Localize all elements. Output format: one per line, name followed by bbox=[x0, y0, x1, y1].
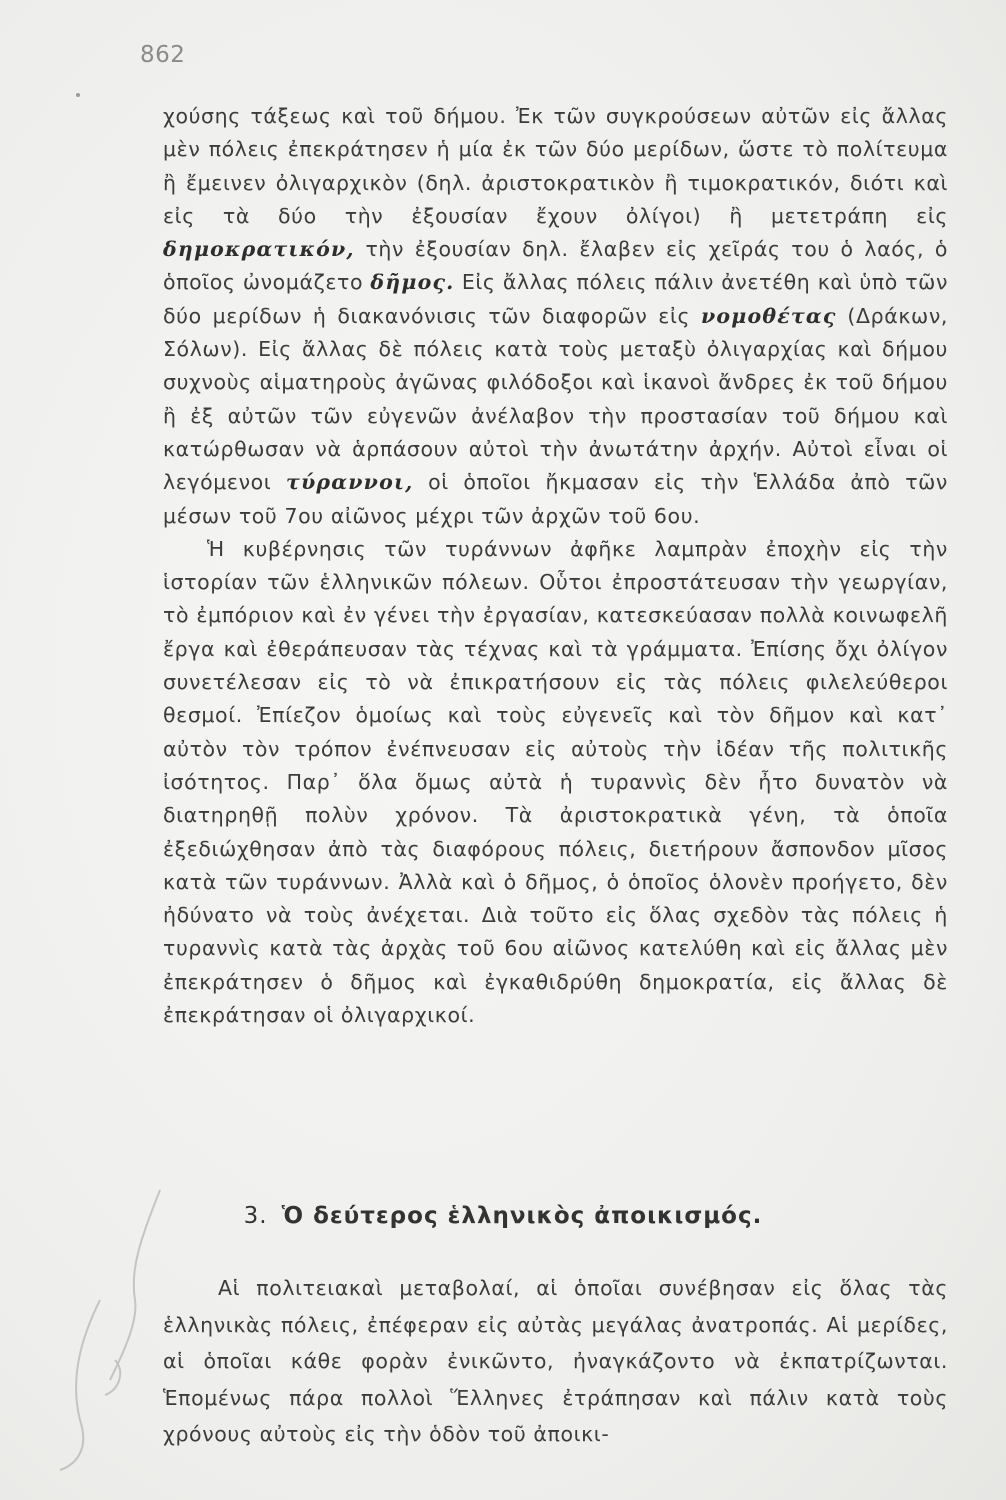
paragraph-1 bbox=[163, 100, 948, 533]
paragraph-2 bbox=[163, 533, 948, 1032]
section-title: Ὁ δεύτερος ἑλληνικὸς ἀποικισμός. bbox=[281, 1203, 763, 1229]
text-segment: τὴν ἐξουσίαν δηλ. ἔλαβεν εἰς χεῖράς του ὁ λαός, ὁ ὁποῖος ὠνομάζετο bbox=[163, 237, 948, 295]
emphasis-term: νομοθέτας bbox=[701, 303, 837, 328]
handwritten-signature bbox=[40, 1180, 200, 1480]
text-segment: χούσης τάξεως καὶ τοῦ δήμου. Ἐκ τῶν συγκρούσεων αὐτῶν εἰς ἄλλας μὲν πόλεις ἐπεκράτησεν ἡ μία ἐκ τῶν δύο μερίδων, ὥστε τὸ πολίτευμα ἢ ἔμεινεν ὀλιγαρχικὸν (δηλ. ἀριστοκρατικὸν ἢ τιμοκρατικόν, διότι καὶ εἰς τὰ δύο τὴν ἐξουσίαν ἔχουν ὀλίγοι) ἢ μετετράπη εἰς bbox=[163, 104, 948, 228]
text-segment: Ἡ κυβέρνησις τῶν τυράννων ἀφῆκε λαμπρὰν ἐποχὴν εἰς τὴν ἱστορίαν τῶν ἑλληνικῶν πόλεων. Οὗτοι ἐπροστάτευσαν τὴν γεωργίαν, τὸ ἐμπόριον καὶ ἐν γένει τὴν ἐργασίαν, κατεσκεύασαν πολλὰ κοινωφελῆ ἔργα καὶ ἐθεράπευσαν τὰς τέχνας καὶ τὰ γράμματα. Ἐπίσης ὄχι ὀλίγον συνετέλεσαν εἰς τὸ νὰ ἐπικρατήσουν εἰς τὰς πόλεις φιλελεύθεροι θεσμοί. Ἐπίεζον ὁμοίως καὶ τοὺς εὐγενεῖς καὶ τὸν δῆμον καὶ κατ᾽ αὐτὸν τὸν τρόπον ἐνέπνευσαν εἰς αὐτοὺς τὴν ἰδέαν τῆς πολιτικῆς ἰσότητος. Παρ᾽ ὅλα ὅμως αὐτὰ ἡ τυραννὶς δὲν ἦτο δυνατὸν νὰ διατηρηθῇ πολὺν χρόνον. Τὰ ἀριστοκρατικὰ γένη, τὰ ὁποῖα ἐξεδιώχθησαν ἀπὸ τὰς διαφόρους πόλεις, διετήρουν ἄσπονδον μῖσος κατὰ τῶν τυράννων. Ἀλλὰ καὶ ὁ δῆμος, ὁ ὁποῖος ὁλονὲν προήγετο, δὲν ἠδύνατο νὰ τοὺς ἀνέχεται. Διὰ τοῦτο εἰς ὅλας σχεδὸν τὰς πόλεις ἡ τυραννὶς κατὰ τὰς ἀρχὰς τοῦ 6ου αἰῶνος κατελύθη καὶ εἰς ἄλλας μὲν ἐπεκράτησεν ὁ δῆμος καὶ ἐγκαθιδρύθη δημοκρατία, εἰς ἄλλας δὲ ἐπεκράτησαν οἱ ὀλιγαρχικοί. bbox=[163, 536, 948, 1028]
emphasis-term: τύραννοι, bbox=[286, 470, 414, 495]
emphasis-term: δῆμος. bbox=[370, 270, 455, 295]
section-text bbox=[163, 1270, 948, 1453]
emphasis-term: δημοκρατικόν, bbox=[163, 237, 355, 262]
ink-speck bbox=[76, 93, 80, 97]
page-number: 862 bbox=[140, 42, 186, 68]
text-segment: οἱ ὁποῖοι ἤκμασαν εἰς τὴν Ἑλλάδα ἀπὸ τῶν μέσων τοῦ 7ου αἰῶνος μέχρι τῶν ἀρχῶν τοῦ 6ου. bbox=[163, 470, 948, 528]
section-number: 3. bbox=[243, 1203, 268, 1229]
text-segment: Εἰς ἄλλας πόλεις πάλιν ἀνετέθη καὶ ὑπὸ τῶν δύο μερίδων ἡ διακανόνισις τῶν διαφορῶν εἰς bbox=[163, 270, 948, 328]
text-segment: (Δράκων, Σόλων). Εἰς ἄλλας δὲ πόλεις κατὰ τοὺς μεταξὺ ὀλιγαρχίας καὶ δήμου συχνοὺς αἱματηροὺς ἀγῶνας φιλόδοξοι καὶ ἱκανοὶ ἄνδρες ἐκ τοῦ δήμου ἢ ἐξ αὐτῶν τῶν εὐγενῶν ἀνέλαβον τὴν προστασίαν τοῦ δήμου καὶ κατώρθωσαν νὰ ἁρπάσουν αὐτοὶ τὴν ἀνωτάτην ἀρχήν. Αὐτοὶ εἶναι οἱ λεγόμενοι bbox=[163, 303, 948, 495]
section-paragraph: Αἱ πολιτειακαὶ μεταβολαί, αἱ ὁποῖαι συνέβησαν εἰς ὅλας τὰς ἑλληνικὰς πόλεις, ἐπέφεραν εἰς αὐτὰς μεγάλας ἀνατροπάς. Αἱ μερίδες, αἱ ὁποῖαι κάθε φορὰν ἐνικῶντο, ἠναγκάζοντο νὰ ἐκπατρίζωνται. Ἑπομένως πάρα πολλοὶ Ἕλληνες ἐτράπησαν καὶ πάλιν κατὰ τοὺς χρόνους αὐτοὺς εἰς τὴν ὁδὸν τοῦ ἀποικι- bbox=[163, 1276, 948, 1446]
main-text bbox=[163, 100, 948, 1032]
